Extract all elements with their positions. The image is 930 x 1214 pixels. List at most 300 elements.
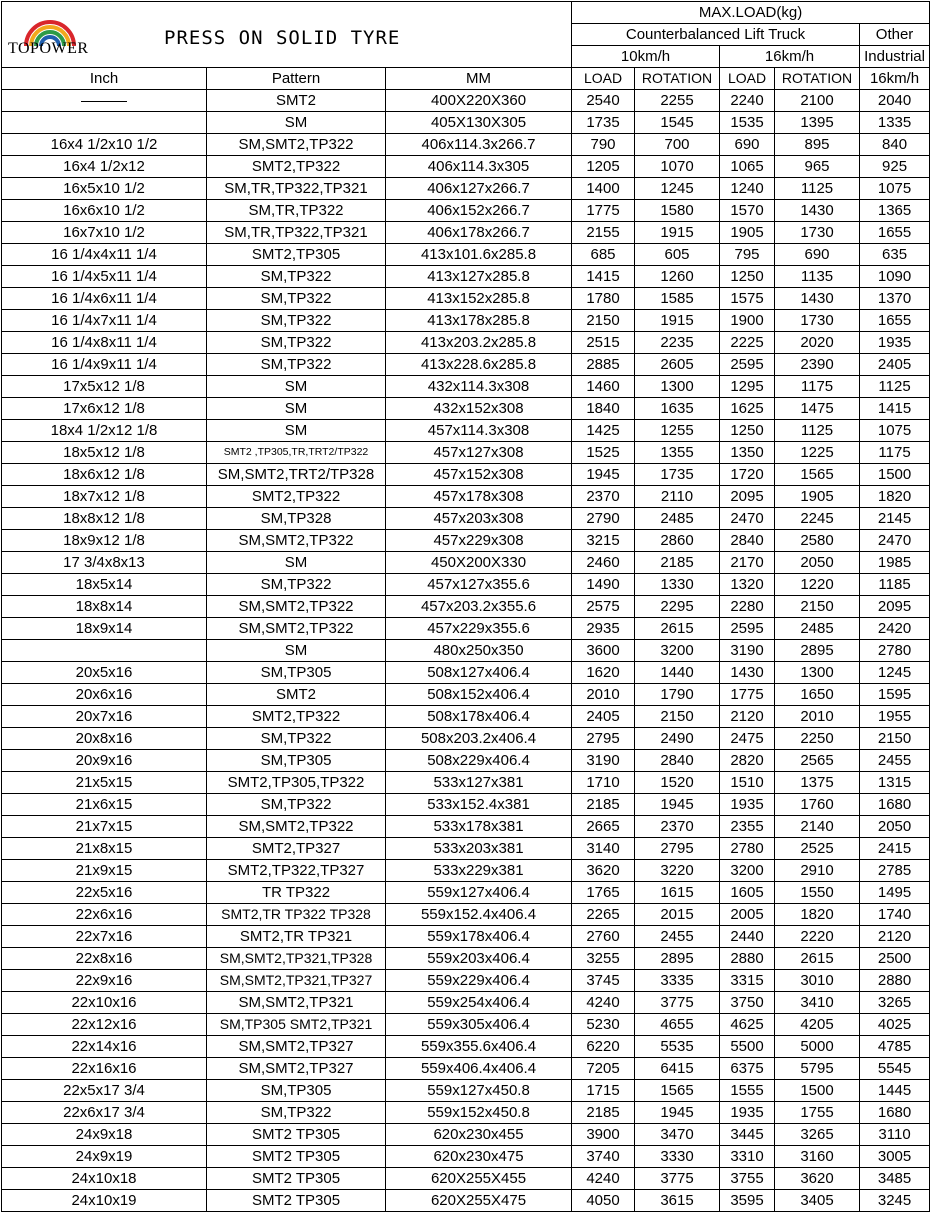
cell-pattern: SMT2,TP305 [207,244,386,266]
cell-mm: 457x152x308 [386,464,572,486]
cell-rotation-10: 605 [635,244,720,266]
cell-other-16: 2095 [860,596,930,618]
cell-rotation-16: 2140 [775,816,860,838]
cell-other-16: 1595 [860,684,930,706]
cell-load-16: 2280 [720,596,775,618]
cell-rotation-16: 4205 [775,1014,860,1036]
cell-rotation-16: 965 [775,156,860,178]
title-block [2,2,572,68]
cell-rotation-10: 2860 [635,530,720,552]
cell-mm: 406x114.3x266.7 [386,134,572,156]
table-row [2,860,930,882]
cell-mm: 620X255X475 [386,1190,572,1212]
cell-inch: 18x8x12 1/8 [2,508,207,530]
cell-inch: 24x9x19 [2,1146,207,1168]
cell-pattern: SM,TP305 [207,750,386,772]
cell-other-16: 2050 [860,816,930,838]
cell-load-10: 1400 [572,178,635,200]
cell-load-16: 1320 [720,574,775,596]
cell-mm: 559x203x406.4 [386,948,572,970]
cell-rotation-10: 3335 [635,970,720,992]
cell-mm: 533x127x381 [386,772,572,794]
cell-mm: 413x152x285.8 [386,288,572,310]
cell-inch: 21x8x15 [2,838,207,860]
cell-load-16: 1900 [720,310,775,332]
cell-pattern: SM [207,376,386,398]
cell-rotation-10: 2840 [635,750,720,772]
table-row [2,244,930,266]
table-row [2,794,930,816]
cell-rotation-16: 1565 [775,464,860,486]
col-load-10-header: LOAD [572,68,635,90]
cell-rotation-10: 3220 [635,860,720,882]
cell-mm: 559x229x406.4 [386,970,572,992]
cell-other-16: 1740 [860,904,930,926]
cell-load-16: 795 [720,244,775,266]
cell-load-16: 2840 [720,530,775,552]
table-row [2,552,930,574]
cell-rotation-10: 1915 [635,310,720,332]
cell-rotation-16: 3010 [775,970,860,992]
cell-rotation-16: 3265 [775,1124,860,1146]
cell-inch: 18x6x12 1/8 [2,464,207,486]
table-row [2,662,930,684]
cell-pattern: SM,TP322 [207,332,386,354]
cell-pattern: SMT2,TP322 [207,156,386,178]
cell-rotation-10: 1585 [635,288,720,310]
blank-dash [81,101,127,102]
table-row [2,530,930,552]
cell-load-16: 2225 [720,332,775,354]
cell-load-16: 2820 [720,750,775,772]
cell-rotation-16: 2910 [775,860,860,882]
cell-rotation-10: 3775 [635,992,720,1014]
cell-other-16: 3485 [860,1168,930,1190]
table-row [2,310,930,332]
cell-inch: 16 1/4x8x11 1/4 [2,332,207,354]
cell-mm: 432x152x308 [386,398,572,420]
cell-pattern: SMT2 TP305 [207,1124,386,1146]
cell-load-16: 1350 [720,442,775,464]
cell-inch: 16x7x10 1/2 [2,222,207,244]
cell-pattern: SM,TP322 [207,794,386,816]
cell-load-16: 1575 [720,288,775,310]
cell-pattern: SM,SMT2,TP322 [207,816,386,838]
cell-pattern: SM,SMT2,TP327 [207,1036,386,1058]
cell-load-10: 3600 [572,640,635,662]
cell-load-16: 3190 [720,640,775,662]
cell-inch: 24x10x19 [2,1190,207,1212]
cell-rotation-10: 3200 [635,640,720,662]
cell-other-16: 2145 [860,508,930,530]
cell-load-10: 5230 [572,1014,635,1036]
cell-load-10: 2540 [572,90,635,112]
cell-rotation-10: 1915 [635,222,720,244]
cell-rotation-10: 3615 [635,1190,720,1212]
cell-inch: 16 1/4x5x11 1/4 [2,266,207,288]
cell-load-10: 1715 [572,1080,635,1102]
table-row [2,596,930,618]
table-row [2,772,930,794]
cell-load-10: 3740 [572,1146,635,1168]
cell-mm: 400X220X360 [386,90,572,112]
cell-other-16: 635 [860,244,930,266]
table-rows [2,90,930,1212]
cell-rotation-10: 3330 [635,1146,720,1168]
cell-rotation-16: 2020 [775,332,860,354]
cell-mm: 508x229x406.4 [386,750,572,772]
cell-mm: 480x250x350 [386,640,572,662]
cell-rotation-16: 5795 [775,1058,860,1080]
cell-other-16: 2120 [860,926,930,948]
cell-pattern: SM,SMT2,TP322 [207,134,386,156]
cell-mm: 533x229x381 [386,860,572,882]
cell-inch: 18x9x14 [2,618,207,640]
cell-pattern: SM [207,552,386,574]
cell-load-10: 4240 [572,1168,635,1190]
cell-mm: 559x406.4x406.4 [386,1058,572,1080]
cell-pattern: SM,TP305 [207,1080,386,1102]
table-row [2,398,930,420]
cell-pattern: SM,TP322 [207,728,386,750]
cell-other-16: 1985 [860,552,930,574]
cell-load-10: 7205 [572,1058,635,1080]
table-row [2,508,930,530]
table-row [2,134,930,156]
cell-load-10: 2150 [572,310,635,332]
cell-other-16: 5545 [860,1058,930,1080]
cell-inch: 17 3/4x8x13 [2,552,207,574]
cell-load-10: 2935 [572,618,635,640]
cell-inch: 21x9x15 [2,860,207,882]
cell-rotation-10: 1790 [635,684,720,706]
cell-pattern: SM,SMT2,TP321 [207,992,386,1014]
cell-mm: 413x127x285.8 [386,266,572,288]
cell-load-16: 1430 [720,662,775,684]
cell-load-16: 5500 [720,1036,775,1058]
cell-rotation-16: 2010 [775,706,860,728]
cell-load-10: 1840 [572,398,635,420]
cell-load-10: 3190 [572,750,635,772]
cell-mm: 457x127x355.6 [386,574,572,596]
col-rotation-10-header: ROTATION [635,68,720,90]
cell-other-16: 1315 [860,772,930,794]
table-row [2,112,930,134]
cell-load-16: 2440 [720,926,775,948]
cell-inch: 20x9x16 [2,750,207,772]
cell-rotation-10: 1330 [635,574,720,596]
cell-load-16: 4625 [720,1014,775,1036]
cell-rotation-16: 2525 [775,838,860,860]
table-row [2,838,930,860]
cell-rotation-10: 1545 [635,112,720,134]
cell-inch: 22x14x16 [2,1036,207,1058]
cell-mm: 457x203.2x355.6 [386,596,572,618]
cell-other-16: 1820 [860,486,930,508]
cell-load-10: 2265 [572,904,635,926]
table-row [2,1080,930,1102]
cell-load-16: 3200 [720,860,775,882]
cell-load-10: 1735 [572,112,635,134]
cell-load-10: 1765 [572,882,635,904]
cell-load-10: 1525 [572,442,635,464]
cell-load-16: 1625 [720,398,775,420]
cell-mm: 405X130X305 [386,112,572,134]
cell-load-10: 4050 [572,1190,635,1212]
logo-wordmark: TOPOWER [8,40,89,57]
cell-load-10: 3255 [572,948,635,970]
cell-mm: 432x114.3x308 [386,376,572,398]
cell-load-16: 1250 [720,420,775,442]
cell-pattern: SM [207,640,386,662]
cell-load-10: 2515 [572,332,635,354]
table-row [2,156,930,178]
cell-load-10: 2790 [572,508,635,530]
cell-load-16: 1510 [720,772,775,794]
cell-rotation-10: 2615 [635,618,720,640]
cell-pattern: SMT2 [207,684,386,706]
table-row [2,926,930,948]
cell-rotation-10: 2295 [635,596,720,618]
cell-load-10: 3620 [572,860,635,882]
cell-other-16: 2880 [860,970,930,992]
cell-other-16: 1090 [860,266,930,288]
table-row [2,1168,930,1190]
cell-rotation-16: 2895 [775,640,860,662]
cell-load-16: 1905 [720,222,775,244]
cell-other-16: 2415 [860,838,930,860]
cell-load-10: 1945 [572,464,635,486]
cell-other-16: 1680 [860,1102,930,1124]
tyre-load-table [1,1,930,1212]
cell-load-10: 2185 [572,1102,635,1124]
cell-load-10: 3900 [572,1124,635,1146]
cell-other-16: 3265 [860,992,930,1014]
cell-mm: 457x229x355.6 [386,618,572,640]
cell-rotation-16: 1730 [775,222,860,244]
cell-load-10: 4240 [572,992,635,1014]
cell-other-16: 2780 [860,640,930,662]
cell-load-16: 1250 [720,266,775,288]
cell-pattern: SMT2 TP305 [207,1146,386,1168]
cell-rotation-10: 1070 [635,156,720,178]
cell-rotation-16: 1135 [775,266,860,288]
cell-rotation-10: 1255 [635,420,720,442]
cell-rotation-16: 1905 [775,486,860,508]
cell-inch: 18x8x14 [2,596,207,618]
cell-rotation-10: 1245 [635,178,720,200]
cell-other-16: 1415 [860,398,930,420]
cell-rotation-16: 5000 [775,1036,860,1058]
cell-mm: 457x178x308 [386,486,572,508]
cell-inch: 18x5x12 1/8 [2,442,207,464]
page-title: PRESS ON SOLID TYRE [164,27,401,49]
cell-rotation-16: 1650 [775,684,860,706]
col-other-speed-header: 16km/h [860,68,930,90]
table-row [2,200,930,222]
table-row [2,640,930,662]
cell-other-16: 2785 [860,860,930,882]
cell-pattern: SMT2,TR TP322 TP328 [207,904,386,926]
cell-rotation-10: 1260 [635,266,720,288]
table-row [2,1124,930,1146]
cell-load-16: 2355 [720,816,775,838]
cell-rotation-10: 3470 [635,1124,720,1146]
cell-inch [2,640,207,662]
cell-rotation-16: 895 [775,134,860,156]
cell-load-16: 3445 [720,1124,775,1146]
cell-load-16: 2475 [720,728,775,750]
cell-inch: 16x4 1/2x10 1/2 [2,134,207,156]
cell-mm: 559x178x406.4 [386,926,572,948]
cell-mm: 620x230x455 [386,1124,572,1146]
cell-inch: 16 1/4x7x11 1/4 [2,310,207,332]
cell-inch [2,112,207,134]
cell-inch: 24x9x18 [2,1124,207,1146]
cell-mm: 559x127x450.8 [386,1080,572,1102]
cell-load-10: 1415 [572,266,635,288]
cell-rotation-16: 2250 [775,728,860,750]
cell-inch: 17x6x12 1/8 [2,398,207,420]
cell-pattern: SM,TP322 [207,1102,386,1124]
cell-mm: 533x178x381 [386,816,572,838]
cell-mm: 457x114.3x308 [386,420,572,442]
cell-load-16: 3310 [720,1146,775,1168]
cell-load-16: 1240 [720,178,775,200]
cell-inch: 18x9x12 1/8 [2,530,207,552]
cell-rotation-10: 1945 [635,794,720,816]
cell-load-16: 1605 [720,882,775,904]
table-row [2,1146,930,1168]
cell-rotation-10: 2895 [635,948,720,970]
cell-pattern: SM,TR,TP322,TP321 [207,222,386,244]
cell-pattern: SM,TP305 [207,662,386,684]
cell-rotation-16: 1125 [775,178,860,200]
cell-mm: 450X200X330 [386,552,572,574]
cell-inch: 22x6x16 [2,904,207,926]
table-row [2,1190,930,1212]
cell-load-10: 1205 [572,156,635,178]
cell-load-16: 3595 [720,1190,775,1212]
cell-load-16: 3755 [720,1168,775,1190]
cell-pattern: SM,SMT2,TP322 [207,618,386,640]
cell-pattern: SM,TP322 [207,354,386,376]
cell-mm: 457x229x308 [386,530,572,552]
cell-rotation-16: 1430 [775,288,860,310]
cell-rotation-16: 2245 [775,508,860,530]
cell-other-16: 4025 [860,1014,930,1036]
table-row [2,464,930,486]
cell-rotation-10: 6415 [635,1058,720,1080]
cell-rotation-10: 1615 [635,882,720,904]
cell-inch: 22x7x16 [2,926,207,948]
col-load-16-header: LOAD [720,68,775,90]
col-mm-header: MM [386,68,572,90]
cell-pattern: SMT2,TR TP321 [207,926,386,948]
other-header: Other [860,24,930,46]
cell-inch: 16x4 1/2x12 [2,156,207,178]
cell-rotation-10: 2015 [635,904,720,926]
cell-load-16: 1555 [720,1080,775,1102]
cell-pattern: SM,TP322 [207,574,386,596]
cell-load-16: 1535 [720,112,775,134]
cell-load-16: 1935 [720,794,775,816]
cell-other-16: 1680 [860,794,930,816]
table-row [2,266,930,288]
cell-rotation-16: 1430 [775,200,860,222]
cell-pattern: SMT2,TP322 [207,486,386,508]
table-row [2,904,930,926]
cell-pattern: SM,TP322 [207,266,386,288]
cell-rotation-16: 1225 [775,442,860,464]
cell-load-10: 2460 [572,552,635,574]
cell-rotation-10: 2150 [635,706,720,728]
cell-pattern: SM,TP328 [207,508,386,530]
cell-rotation-16: 690 [775,244,860,266]
cell-rotation-16: 2565 [775,750,860,772]
cell-inch: 20x6x16 [2,684,207,706]
table-row [2,288,930,310]
cell-other-16: 1335 [860,112,930,134]
cell-mm: 413x203.2x285.8 [386,332,572,354]
cell-other-16: 2455 [860,750,930,772]
cell-rotation-16: 1760 [775,794,860,816]
cell-mm: 559x254x406.4 [386,992,572,1014]
cell-rotation-10: 2490 [635,728,720,750]
cell-pattern: SMT2,TP305,TP322 [207,772,386,794]
cell-other-16: 2420 [860,618,930,640]
cell-other-16: 925 [860,156,930,178]
cell-other-16: 2040 [860,90,930,112]
col-pattern-header: Pattern [207,68,386,90]
cell-rotation-10: 1580 [635,200,720,222]
cell-pattern: SM,TP322 [207,310,386,332]
cell-other-16: 2405 [860,354,930,376]
col-rotation-16-header: ROTATION [775,68,860,90]
table-row [2,684,930,706]
cell-other-16: 1655 [860,222,930,244]
cell-rotation-16: 2485 [775,618,860,640]
cell-pattern: SM,SMT2,TRT2/TP328 [207,464,386,486]
cell-pattern: SMT2,TP327 [207,838,386,860]
cell-pattern: SM [207,112,386,134]
table-row [2,992,930,1014]
cell-inch: 22x8x16 [2,948,207,970]
cell-mm: 559x152.4x406.4 [386,904,572,926]
cell-load-10: 2795 [572,728,635,750]
cell-rotation-10: 2235 [635,332,720,354]
cell-inch: 16x5x10 1/2 [2,178,207,200]
cell-mm: 620X255X455 [386,1168,572,1190]
cell-other-16: 1370 [860,288,930,310]
cell-other-16: 3005 [860,1146,930,1168]
cell-pattern: SM,SMT2,TP322 [207,596,386,618]
cell-rotation-10: 2455 [635,926,720,948]
cell-pattern: SM,TP322 [207,288,386,310]
cell-mm: 508x152x406.4 [386,684,572,706]
cell-mm: 559x127x406.4 [386,882,572,904]
cell-mm: 406x178x266.7 [386,222,572,244]
cell-other-16: 1500 [860,464,930,486]
cell-mm: 533x152.4x381 [386,794,572,816]
cell-rotation-10: 2795 [635,838,720,860]
cell-load-10: 2010 [572,684,635,706]
cell-mm: 413x228.6x285.8 [386,354,572,376]
cell-mm: 559x305x406.4 [386,1014,572,1036]
cell-inch: 24x10x18 [2,1168,207,1190]
cell-other-16: 3245 [860,1190,930,1212]
cell-other-16: 1075 [860,178,930,200]
